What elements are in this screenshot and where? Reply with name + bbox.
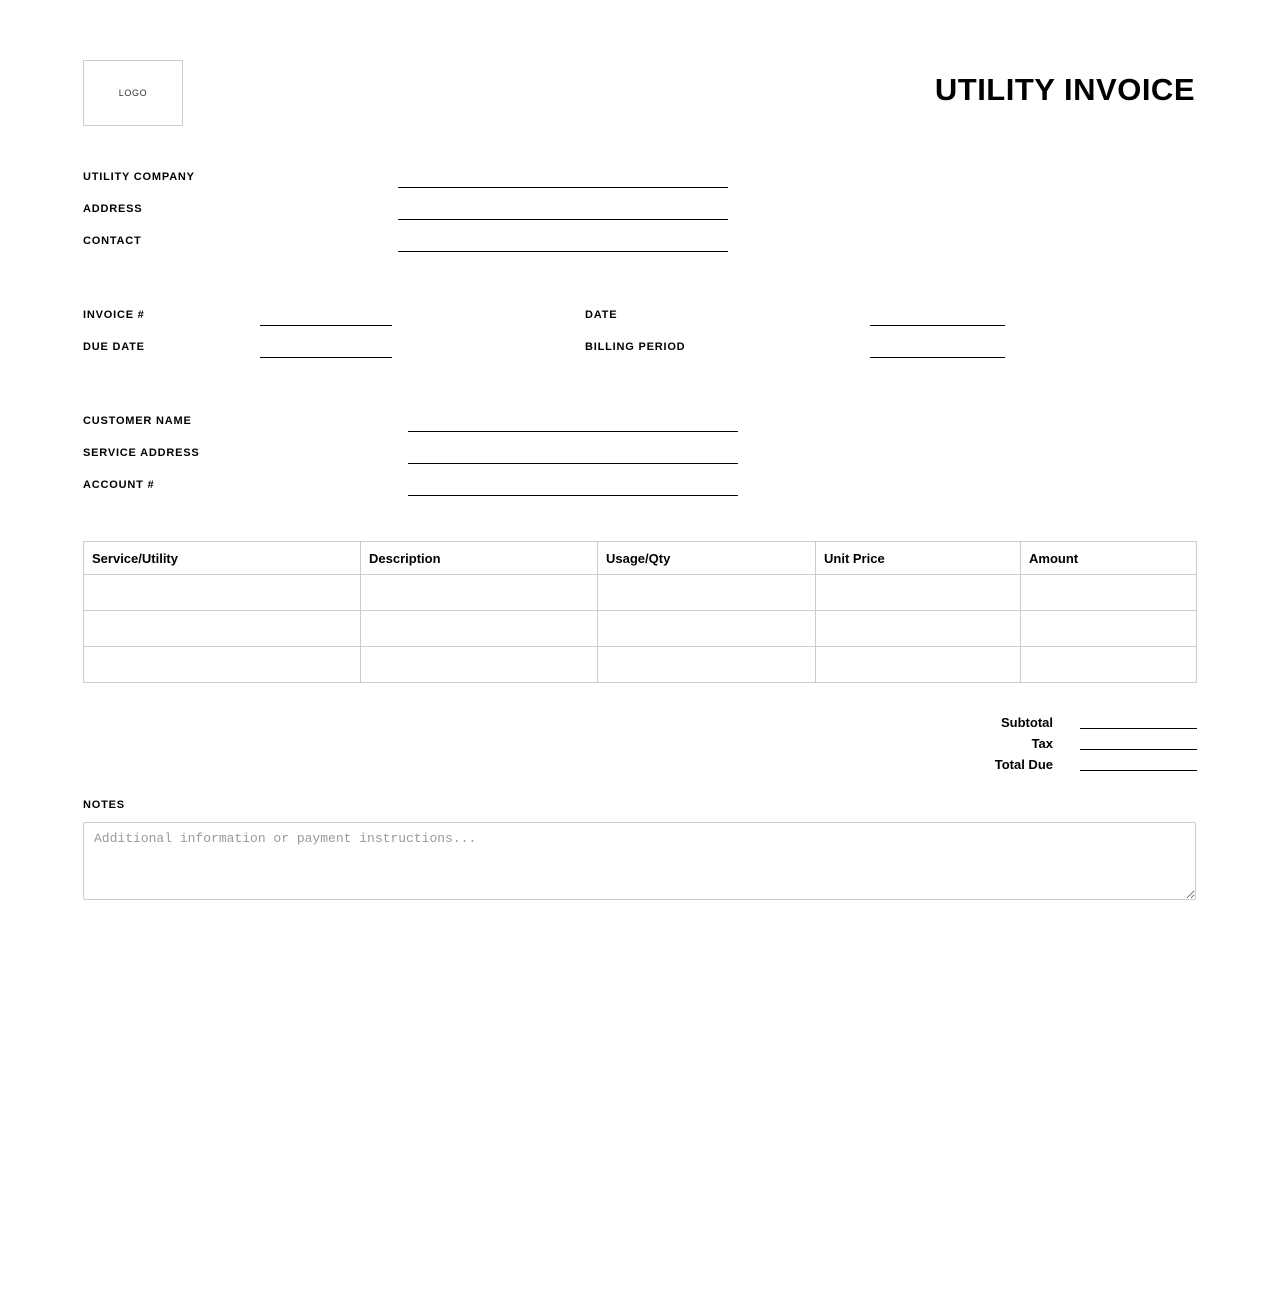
label-address: ADDRESS bbox=[83, 203, 143, 215]
input-utility-company[interactable] bbox=[398, 187, 728, 188]
cell-amount[interactable] bbox=[1021, 611, 1197, 647]
input-invoice-number[interactable] bbox=[260, 325, 392, 326]
cell-service[interactable] bbox=[84, 611, 361, 647]
table-row bbox=[84, 575, 1197, 611]
input-account-number[interactable] bbox=[408, 495, 738, 496]
cell-description[interactable] bbox=[361, 647, 598, 683]
label-billing-period: BILLING PERIOD bbox=[585, 341, 686, 353]
label-notes: NOTES bbox=[83, 799, 125, 811]
cell-service[interactable] bbox=[84, 647, 361, 683]
cell-usage[interactable] bbox=[598, 647, 816, 683]
cell-amount[interactable] bbox=[1021, 575, 1197, 611]
input-tax[interactable] bbox=[1080, 749, 1197, 750]
label-contact: CONTACT bbox=[83, 235, 142, 247]
logo-placeholder-box[interactable] bbox=[83, 60, 183, 126]
cell-usage[interactable] bbox=[598, 575, 816, 611]
input-address[interactable] bbox=[398, 219, 728, 220]
notes-textarea[interactable] bbox=[83, 822, 1196, 900]
table-row bbox=[84, 611, 1197, 647]
totals-row-subtotal bbox=[900, 710, 1197, 731]
cell-service[interactable] bbox=[84, 575, 361, 611]
cell-unit-price[interactable] bbox=[816, 647, 1021, 683]
input-total-due[interactable] bbox=[1080, 770, 1197, 771]
cell-description[interactable] bbox=[361, 611, 598, 647]
label-utility-company: UTILITY COMPANY bbox=[83, 171, 195, 183]
input-contact[interactable] bbox=[398, 251, 728, 252]
label-service-address: SERVICE ADDRESS bbox=[83, 447, 200, 459]
line-items-table bbox=[83, 541, 1197, 683]
label-customer-name: CUSTOMER NAME bbox=[83, 415, 192, 427]
input-service-address[interactable] bbox=[408, 463, 738, 464]
label-account-number: ACCOUNT # bbox=[83, 479, 155, 491]
input-due-date[interactable] bbox=[260, 357, 392, 358]
column-header-description: Description bbox=[361, 542, 598, 575]
input-customer-name[interactable] bbox=[408, 431, 738, 432]
label-due-date: DUE DATE bbox=[83, 341, 145, 353]
cell-unit-price[interactable] bbox=[816, 611, 1021, 647]
label-invoice-number: INVOICE # bbox=[83, 309, 145, 321]
page-title: UTILITY INVOICE bbox=[934, 72, 1195, 107]
column-header-amount: Amount bbox=[1021, 542, 1197, 575]
table-row bbox=[84, 647, 1197, 683]
label-date: DATE bbox=[585, 309, 618, 321]
table-header-row bbox=[84, 542, 1197, 575]
column-header-usage: Usage/Qty bbox=[598, 542, 816, 575]
totals-row-total-due bbox=[900, 752, 1197, 773]
column-header-unit-price: Unit Price bbox=[816, 542, 1021, 575]
totals-block bbox=[900, 710, 1197, 773]
label-tax: Tax bbox=[1031, 736, 1053, 751]
label-subtotal: Subtotal bbox=[1001, 715, 1053, 730]
cell-description[interactable] bbox=[361, 575, 598, 611]
cell-unit-price[interactable] bbox=[816, 575, 1021, 611]
totals-row-tax bbox=[900, 731, 1197, 752]
cell-usage[interactable] bbox=[598, 611, 816, 647]
input-billing-period[interactable] bbox=[870, 357, 1005, 358]
cell-amount[interactable] bbox=[1021, 647, 1197, 683]
label-total-due: Total Due bbox=[994, 757, 1053, 772]
input-date[interactable] bbox=[870, 325, 1005, 326]
logo-placeholder-label: LOGO bbox=[118, 88, 148, 98]
input-subtotal[interactable] bbox=[1080, 728, 1197, 729]
column-header-service: Service/Utility bbox=[84, 542, 361, 575]
